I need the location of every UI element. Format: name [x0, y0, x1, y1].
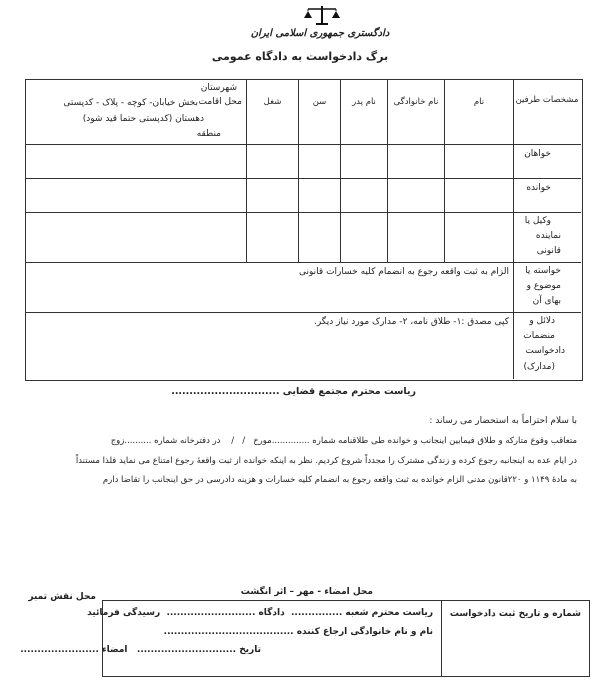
row-plaintiff: خواهان	[524, 149, 551, 159]
claim-label-1: خواسته یا	[525, 266, 561, 276]
referrer-line: نام و نام خانوادگی ارجاع کننده ......................................	[163, 627, 433, 637]
stamp-place: محل نقش تمبر	[28, 592, 96, 602]
header-residence: محل اقامت	[198, 97, 242, 107]
date-line: تاریخ ............................. امضاء .......................	[20, 645, 261, 655]
greeting: با سلام احتراماً به استحضار می رساند :	[429, 416, 577, 426]
header-name: نام	[473, 97, 485, 107]
body-line-3: به مادهٔ ۱۱۴۹ و ۲۲۰قانون مدنی الزام خوانده به ثبت واقعه رجوع به انضمام کلیه خسارات و هزینه دادرسی در حق اینجانب را تقاضا دارم	[102, 475, 577, 485]
header-family: نام خانوادگی	[393, 97, 439, 107]
header-job: شغل	[263, 97, 282, 107]
addressee: ریاست محترم مجتمع قضایی ..............................	[171, 386, 416, 397]
evidence-label-2: منضمات	[523, 331, 555, 341]
row-defendant: خوانده	[526, 183, 551, 193]
form-title: برگ دادخواست به دادگاه عمومی	[211, 50, 389, 63]
branch-line: ریاست محترم شعبه ............... دادگاه .......................... رسیدگی فرمائید	[87, 608, 433, 618]
row-lawyer-2: نماینده	[535, 231, 561, 241]
residence-note-3: دهستان (کدپستی حتما قید شود)	[82, 114, 204, 124]
header-age: سن	[312, 97, 327, 107]
claim-text: الزام به ثبت واقعه رجوع به انضمام کلیه خسارات قانونی	[299, 267, 509, 277]
evidence-text: کپی مصدق :۱- طلاق نامه، ۲- مدارک مورد نیاز دیگر.	[313, 317, 509, 327]
row-lawyer-3: قانونی	[536, 246, 561, 256]
body-line-2: در ایام عده به اینجانبه رجوع کرده و زندگی مشترک را مجدداً شروع کردیم. نظر به اینکه خوانده از ثبت واقعهٔ رجوع امتناع می نماید فلذا مستنداً	[75, 456, 577, 466]
signature-place: محل امضاء - مهر – اثر انگشت	[240, 587, 373, 597]
claim-label-2: موضوع و	[526, 281, 561, 291]
residence-note-1: شهرستان	[200, 83, 237, 93]
evidence-label-1: دلائل و	[529, 316, 555, 326]
evidence-label-4: (مدارک)	[523, 362, 555, 372]
residence-note-2: بخش خیابان- کوچه - پلاک - کدپستی	[63, 98, 198, 108]
claim-label-3: بهای آن	[532, 296, 561, 306]
body-line-1: متعاقب وقوع متارکه و طلاق فیمابین اینجانب و خوانده طی طلاقنامه شماره ..............مورخ / / در دفترخانه شماره ..........زوج	[110, 436, 577, 446]
registration-label: شماره و تاریخ ثبت دادخواست	[449, 609, 581, 619]
residence-note-4: منطقه	[196, 129, 221, 139]
row-lawyer-1: وکیل یا	[524, 216, 551, 226]
evidence-label-3: دادخواست	[525, 346, 565, 356]
header-parties: مشخصات طرفین	[515, 95, 579, 105]
logo-caption: دادگستری جمهوری اسلامی ایران	[250, 28, 390, 39]
header-father: نام پدر	[352, 97, 376, 107]
